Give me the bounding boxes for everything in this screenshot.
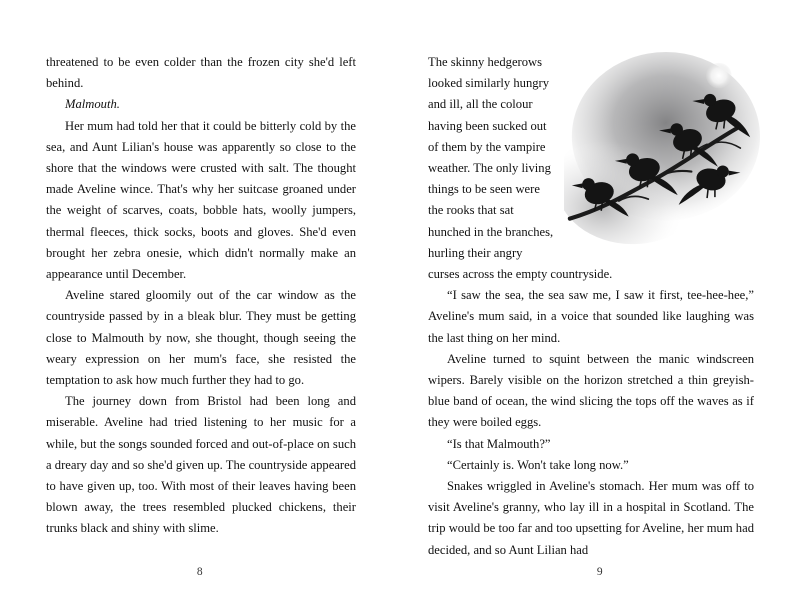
paragraph: Aveline turned to squint between the manic windscreen wipers. Barely visible on the horizon stretched a thin greyish-blue band of ocean, the wind slicing the tops off the waves as if they were boiled eggs.: [428, 351, 754, 430]
paragraph: The skinny hedgerows looked similarly hungry and ill, all the colour having been sucked out of them by the vampire weather. The only living things to be seen were the rooks that sat hunched in the branches, hurling their angry curses across the empty countryside.: [428, 55, 613, 282]
paragraph-malmouth: Malmouth.: [65, 97, 120, 112]
paragraph: “I saw the sea, the sea saw me, I saw it first, tee-hee-hee,” Aveline's mum said, in a voice that sounded like laughing was the last thing on her mind.: [428, 288, 754, 345]
paragraph: The journey down from Bristol had been long and miserable. Aveline had tried listening to her music for a while, but the songs sounded forced and out-of-place on such a dreary day and so she'd given up. The countryside appeared to have given up, too. With most of their leaves having been blown away, the trees resembled plucked chickens, their trunks black and shiny with slime.: [46, 394, 356, 536]
crows-on-branch-illustration: [564, 46, 760, 258]
right-page: [400, 0, 800, 609]
left-page-text: [46, 52, 356, 540]
page-number-right: 9: [596, 566, 604, 578]
paragraph: “Certainly is. Won't take long now.”: [447, 457, 629, 472]
paragraph: threatened to be even colder than the frozen city she'd left behind.: [46, 55, 356, 91]
paragraph: Her mum had told her that it could be bitterly cold by the sea, and Aunt Lilian's house was apparently so close to the shore that the windows were crusted with salt. The thought made Aveline wince. That's why her suitcase groaned under the weight of scarves, coats, bobble hats, woolly jumpers, thermal fleeces, thick socks, boots and gloves. She'd even brought her zebra onesie, which didn't normally make an appearance until December.: [46, 118, 356, 282]
right-page-text: [428, 52, 754, 561]
paragraph: Snakes wriggled in Aveline's stomach. Her mum was off to visit Aveline's granny, who lay ill in a hospital in Scotland. The trip would be too far and too upsetting for Aveline, her mum had decided, and so Aunt Lilian had: [428, 479, 754, 557]
paragraph: Aveline stared gloomily out of the car window as the countryside passed by in a bleak blur. They must be getting close to Malmouth by now, she thought, though seeing the weary expression on her mum's face, she resisted the temptation to ask how much further they had to go.: [46, 288, 356, 388]
paragraph: “Is that Malmouth?”: [447, 436, 551, 451]
page-number-left: 8: [196, 566, 204, 578]
